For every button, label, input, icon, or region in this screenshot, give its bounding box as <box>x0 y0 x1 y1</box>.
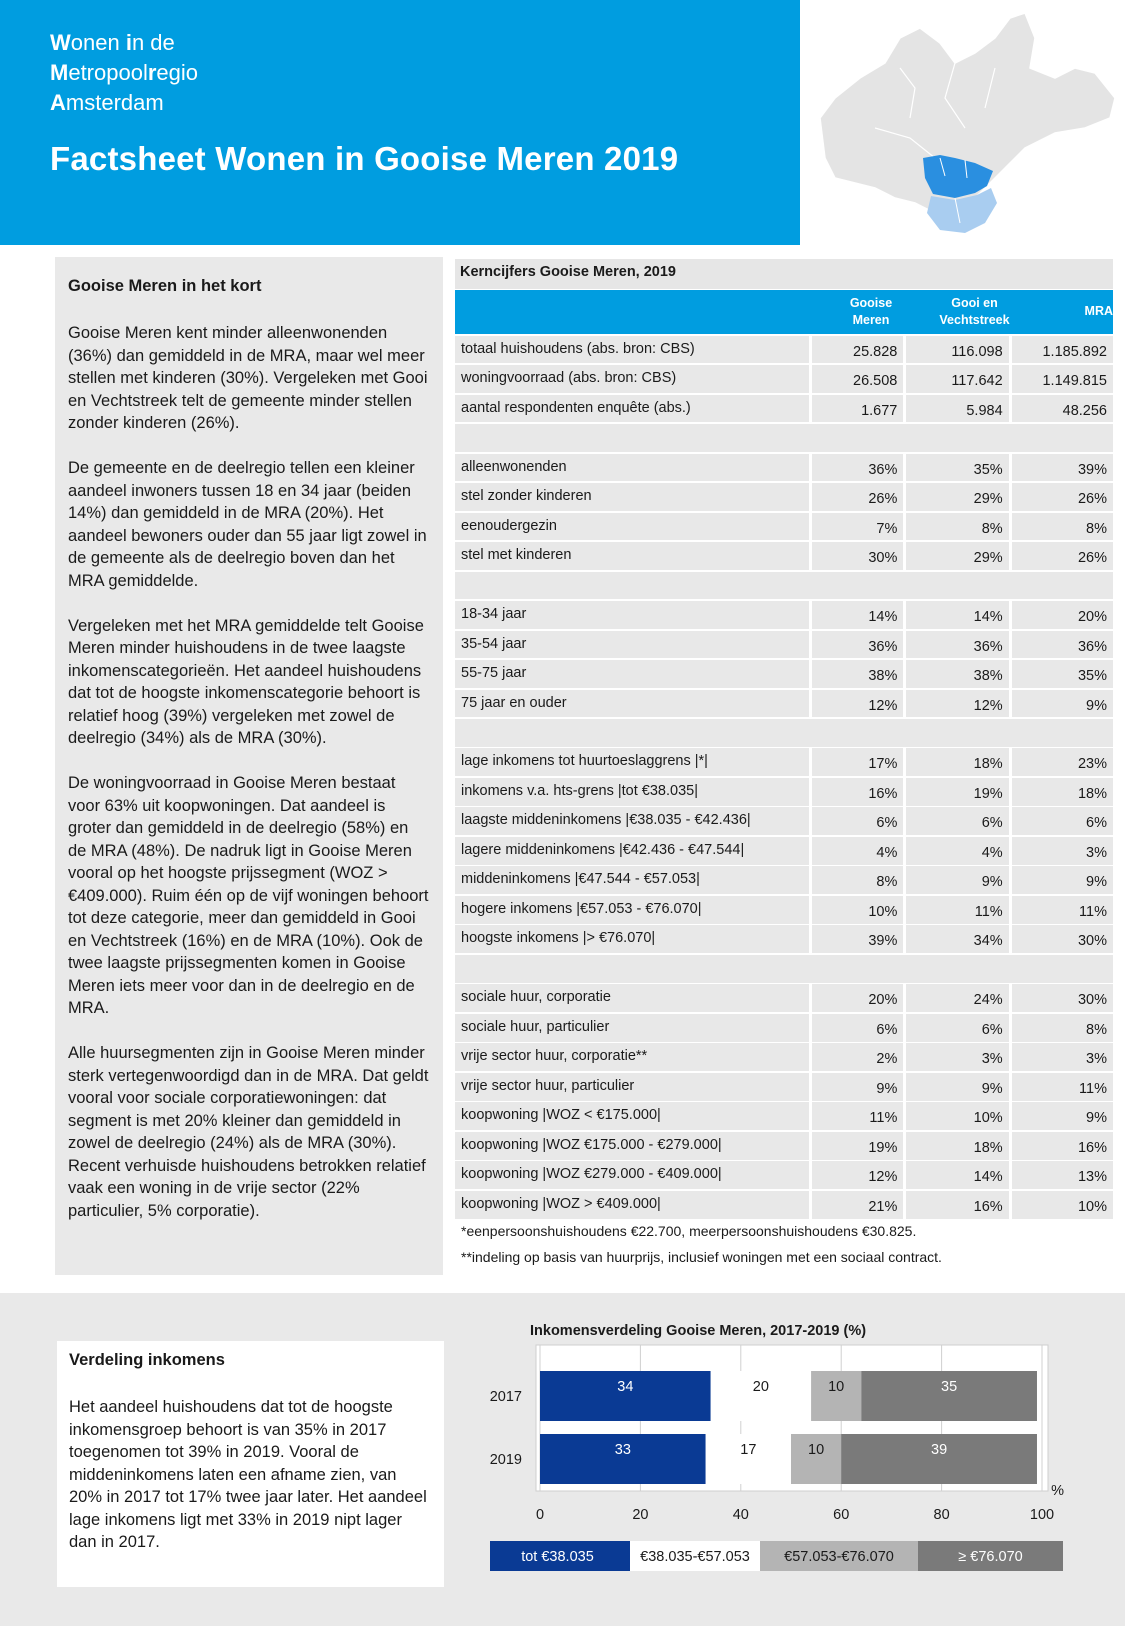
x-tick-label: 100 <box>1029 1507 1055 1523</box>
x-tick-label: 80 <box>933 1507 950 1523</box>
row-value: 1.677 <box>812 395 904 423</box>
income-chart <box>490 1341 1110 1621</box>
table-body <box>455 336 1113 1219</box>
table-row <box>455 984 1113 1012</box>
row-value: 1.185.892 <box>1012 336 1113 364</box>
row-value: 19% <box>812 1132 904 1160</box>
row-label: koopwoning |WOZ < €175.000| <box>455 1102 809 1130</box>
row-label: koopwoning |WOZ €279.000 - €409.000| <box>455 1161 809 1189</box>
row-label: stel met kinderen <box>455 542 809 570</box>
column-header-line: Meren <box>852 313 890 327</box>
row-value: 1.149.815 <box>1012 365 1113 393</box>
summary-paragraph: Vergeleken met het MRA gemiddelde telt Gooise Meren minder huishoudens in de twee laagste inkomenscategorieën. Het aandeel huishoudens dat tot de hoogste inkomenscategorie behoort is relatief hoog (39%) vergeleken met zowel de deelregio (34%) als de MRA (30%). <box>68 616 424 747</box>
table-title: Kerncijfers Gooise Meren, 2019 <box>455 259 1113 289</box>
row-label: 75 jaar en ouder <box>455 690 809 718</box>
x-tick-label: 60 <box>833 1507 850 1523</box>
row-value: 11% <box>812 1102 904 1130</box>
row-value: 6% <box>812 1014 904 1042</box>
page-title: Factsheet Wonen in Gooise Meren 2019 <box>50 140 679 177</box>
row-value: 6% <box>906 807 1008 835</box>
row-value: 30% <box>812 542 904 570</box>
data-label: 10 <box>828 1379 845 1395</box>
row-value: 116.098 <box>906 336 1008 364</box>
row-value: 18% <box>906 1132 1008 1160</box>
row-value: 3% <box>1012 837 1113 865</box>
row-value: 6% <box>906 1014 1008 1042</box>
row-value: 34% <box>906 925 1008 953</box>
table-spacer <box>455 955 1113 983</box>
income-text: Het aandeel huishoudens dat tot de hoogste inkomensgroep behoort is van 35% in 2017 toegenomen tot 39% in 2019. Vooral de middeninkomens laten een afname zien, van 20% in 2017 tot 17% twee jaar later. Het aandeel lage inkomens ligt met 33% in 2019 nipt lager dan in 2017. <box>69 1398 427 1551</box>
row-value: 36% <box>906 631 1008 659</box>
summary-heading: Gooise Meren in het kort <box>68 277 262 295</box>
table-row <box>455 660 1113 688</box>
brand-line: Amsterdam <box>50 90 164 115</box>
row-value: 4% <box>812 837 904 865</box>
table-row <box>455 601 1113 629</box>
table-row <box>455 542 1113 570</box>
row-label: sociale huur, corporatie <box>455 984 809 1012</box>
table-row <box>455 513 1113 541</box>
income-heading: Verdeling inkomens <box>69 1351 225 1369</box>
row-label: totaal huishoudens (abs. bron: CBS) <box>455 336 809 364</box>
column-header <box>822 290 920 334</box>
row-label: hogere inkomens |€57.053 - €76.070| <box>455 896 809 924</box>
row-value: 4% <box>906 837 1008 865</box>
summary-paragraph: Alle huursegmenten zijn in Gooise Meren minder sterk vertegenwoordigd dan in de MRA. Dat geldt vooral voor sociale corporatiewoningen: dat segment is met 20% kleiner dan gemiddeld in zowel de deelregio (24%) als de MRA (30%). Recent verhuisde huishoudens betrokken relatief vaak een woning in de vrije sector (22% particulier, 5% corporatie). <box>68 1044 429 1220</box>
income-section <box>0 1293 1125 1626</box>
table-row <box>455 395 1113 423</box>
footnote: **indeling op basis van huurprijs, inclusief woningen met een sociaal contract. <box>461 1248 942 1265</box>
row-label: inkomens v.a. hts-grens |tot €38.035| <box>455 778 809 806</box>
row-label: eenoudergezin <box>455 513 809 541</box>
row-value: 8% <box>1012 1014 1113 1042</box>
row-value: 26% <box>1012 542 1113 570</box>
row-value: 39% <box>812 925 904 953</box>
row-value: 14% <box>812 601 904 629</box>
row-value: 18% <box>906 748 1008 776</box>
summary-paragraph: De gemeente en de deelregio tellen een kleiner aandeel inwoners tussen 18 en 34 jaar (beiden 14%) dan gemiddeld in de MRA (20%). Het aandeel bewoners ouder dan 55 jaar ligt zowel in de gemeente als de deelregio boven dan het MRA gemiddelde. <box>68 459 427 590</box>
row-value: 11% <box>1012 896 1113 924</box>
row-label: vrije sector huur, corporatie** <box>455 1043 809 1071</box>
column-header-line: Vechtstreek <box>939 313 1010 327</box>
table-row <box>455 690 1113 718</box>
row-label: middeninkomens |€47.544 - €57.053| <box>455 866 809 894</box>
table-row <box>455 1102 1113 1130</box>
column-header <box>920 290 1029 334</box>
row-value: 9% <box>1012 690 1113 718</box>
table-spacer <box>455 424 1113 452</box>
summary-paragraph: Gooise Meren kent minder alleenwonenden (36%) dan gemiddeld in de MRA, maar wel meer stellen met kinderen (30%). Vergeleken met Gooi en Vechtstreek telt de gemeente minder stellen zonder kinderen (26%). <box>68 324 428 432</box>
table-row <box>455 1043 1113 1071</box>
x-tick-label: 0 <box>535 1507 545 1523</box>
table-spacer <box>455 719 1113 747</box>
row-value: 12% <box>906 690 1008 718</box>
table-row <box>455 1161 1113 1189</box>
row-value: 9% <box>1012 866 1113 894</box>
row-value: 117.642 <box>906 365 1008 393</box>
table-row <box>455 1191 1113 1219</box>
row-value: 18% <box>1012 778 1113 806</box>
row-value: 12% <box>812 690 904 718</box>
income-textbox <box>57 1341 444 1587</box>
row-value: 10% <box>906 1102 1008 1130</box>
legend-label: ≥ €76.070 <box>958 1549 1023 1565</box>
row-label: woningvoorraad (abs. bron: CBS) <box>455 365 809 393</box>
table-row <box>455 837 1113 865</box>
row-value: 26% <box>1012 483 1113 511</box>
row-label: lage inkomens tot huurtoeslaggrens |*| <box>455 748 809 776</box>
column-header <box>1029 290 1113 334</box>
row-value: 9% <box>812 1073 904 1101</box>
data-label: 39 <box>931 1442 948 1458</box>
row-value: 26% <box>812 483 904 511</box>
row-value: 7% <box>812 513 904 541</box>
category-label: 2017 <box>490 1389 522 1405</box>
row-label: sociale huur, particulier <box>455 1014 809 1042</box>
row-value: 10% <box>1012 1191 1113 1219</box>
row-value: 36% <box>812 454 904 482</box>
row-label: koopwoning |WOZ > €409.000| <box>455 1191 809 1219</box>
row-value: 29% <box>906 483 1008 511</box>
table-row <box>455 336 1113 364</box>
table-row <box>455 454 1113 482</box>
row-value: 16% <box>812 778 904 806</box>
legend-label: €57.053-€76.070 <box>784 1549 894 1565</box>
row-value: 14% <box>906 601 1008 629</box>
row-value: 16% <box>1012 1132 1113 1160</box>
row-value: 35% <box>1012 660 1113 688</box>
row-value: 25.828 <box>812 336 904 364</box>
row-value: 6% <box>1012 807 1113 835</box>
table-row <box>455 365 1113 393</box>
x-unit-label: % <box>1051 1483 1064 1499</box>
table-header-empty <box>455 290 822 334</box>
row-value: 11% <box>1012 1073 1113 1101</box>
summary-paragraph: De woningvoorraad in Gooise Meren bestaat voor 63% uit koopwoningen. Dat aandeel is groter dan gemiddeld in de deelregio (58%) en de MRA (48%). De nadruk ligt in Gooise Meren vooral op het hoogste prijssegment (WOZ > €409.000). Ruim één op de vijf woningen behoort tot deze categorie, meer dan gemiddeld in Gooi en Vechtstreek (16%) en de MRA (10%). Ook de twee laagste prijssegmenten komen in Gooise Meren iets meer voor dan in de deelregio en de MRA. <box>68 774 429 1017</box>
row-label: koopwoning |WOZ €175.000 - €279.000| <box>455 1132 809 1160</box>
column-header-line: Gooi en <box>951 296 998 310</box>
row-value: 21% <box>812 1191 904 1219</box>
x-tick-label: 20 <box>632 1507 649 1523</box>
x-tick-label: 40 <box>732 1507 749 1523</box>
column-header-line: Gooise <box>849 296 893 310</box>
table-row <box>455 896 1113 924</box>
row-value: 5.984 <box>906 395 1008 423</box>
table-row <box>455 807 1113 835</box>
data-label: 20 <box>752 1379 769 1395</box>
row-label: hoogste inkomens |> €76.070| <box>455 925 809 953</box>
table-row <box>455 483 1113 511</box>
row-label: vrije sector huur, particulier <box>455 1073 809 1101</box>
row-value: 36% <box>812 631 904 659</box>
row-label: 35-54 jaar <box>455 631 809 659</box>
category-label: 2019 <box>490 1452 522 1468</box>
legend-label: tot €38.035 <box>521 1549 594 1565</box>
row-label: aantal respondenten enquête (abs.) <box>455 395 809 423</box>
row-value: 29% <box>906 542 1008 570</box>
row-value: 13% <box>1012 1161 1113 1189</box>
row-value: 38% <box>906 660 1008 688</box>
chart-title: Inkomensverdeling Gooise Meren, 2017-2019 (%) <box>530 1323 867 1339</box>
data-label: 35 <box>941 1379 958 1395</box>
row-value: 38% <box>812 660 904 688</box>
row-value: 48.256 <box>1012 395 1113 423</box>
summary-panel <box>55 257 443 1275</box>
row-value: 9% <box>906 866 1008 894</box>
row-value: 14% <box>906 1161 1008 1189</box>
row-value: 10% <box>812 896 904 924</box>
row-label: lagere middeninkomens |€42.436 - €47.544| <box>455 837 809 865</box>
row-value: 11% <box>906 896 1008 924</box>
region-map-icon <box>815 8 1125 238</box>
row-value: 35% <box>906 454 1008 482</box>
key-figures-table <box>455 259 1113 1271</box>
data-label: 34 <box>617 1379 634 1395</box>
table-header <box>455 290 1113 334</box>
row-value: 9% <box>906 1073 1008 1101</box>
table-row <box>455 1014 1113 1042</box>
row-value: 17% <box>812 748 904 776</box>
data-label: 17 <box>740 1442 757 1458</box>
table-row <box>455 778 1113 806</box>
column-header-line: MRA <box>1084 304 1113 318</box>
table-spacer <box>455 572 1113 600</box>
row-value: 30% <box>1012 925 1113 953</box>
row-label: 55-75 jaar <box>455 660 809 688</box>
row-label: 18-34 jaar <box>455 601 809 629</box>
brand-line: Wonen in de <box>50 30 175 55</box>
footnote: *eenpersoonshuishoudens €22.700, meerpersoonshuishoudens €30.825. <box>461 1222 917 1239</box>
row-value: 19% <box>906 778 1008 806</box>
row-value: 3% <box>1012 1043 1113 1071</box>
table-notes <box>455 1219 1113 1271</box>
table-row <box>455 866 1113 894</box>
row-label: stel zonder kinderen <box>455 483 809 511</box>
row-value: 2% <box>812 1043 904 1071</box>
table-row <box>455 925 1113 953</box>
table-row <box>455 1132 1113 1160</box>
row-value: 8% <box>812 866 904 894</box>
row-value: 12% <box>812 1161 904 1189</box>
data-label: 10 <box>808 1442 825 1458</box>
row-value: 20% <box>812 984 904 1012</box>
row-value: 39% <box>1012 454 1113 482</box>
row-value: 8% <box>1012 513 1113 541</box>
brand-line: Metropoolregio <box>50 60 198 85</box>
row-value: 20% <box>1012 601 1113 629</box>
legend-label: €38.035-€57.053 <box>640 1549 750 1565</box>
row-value: 8% <box>906 513 1008 541</box>
row-value: 24% <box>906 984 1008 1012</box>
row-value: 3% <box>906 1043 1008 1071</box>
row-label: alleenwonenden <box>455 454 809 482</box>
row-value: 30% <box>1012 984 1113 1012</box>
row-value: 9% <box>1012 1102 1113 1130</box>
header-banner <box>0 0 800 245</box>
data-label: 33 <box>614 1442 631 1458</box>
row-value: 26.508 <box>812 365 904 393</box>
row-value: 36% <box>1012 631 1113 659</box>
table-row <box>455 631 1113 659</box>
row-value: 23% <box>1012 748 1113 776</box>
table-row <box>455 1073 1113 1101</box>
brand-logo <box>50 28 198 118</box>
row-label: laagste middeninkomens |€38.035 - €42.436| <box>455 807 809 835</box>
row-value: 16% <box>906 1191 1008 1219</box>
row-value: 6% <box>812 807 904 835</box>
table-row <box>455 748 1113 776</box>
